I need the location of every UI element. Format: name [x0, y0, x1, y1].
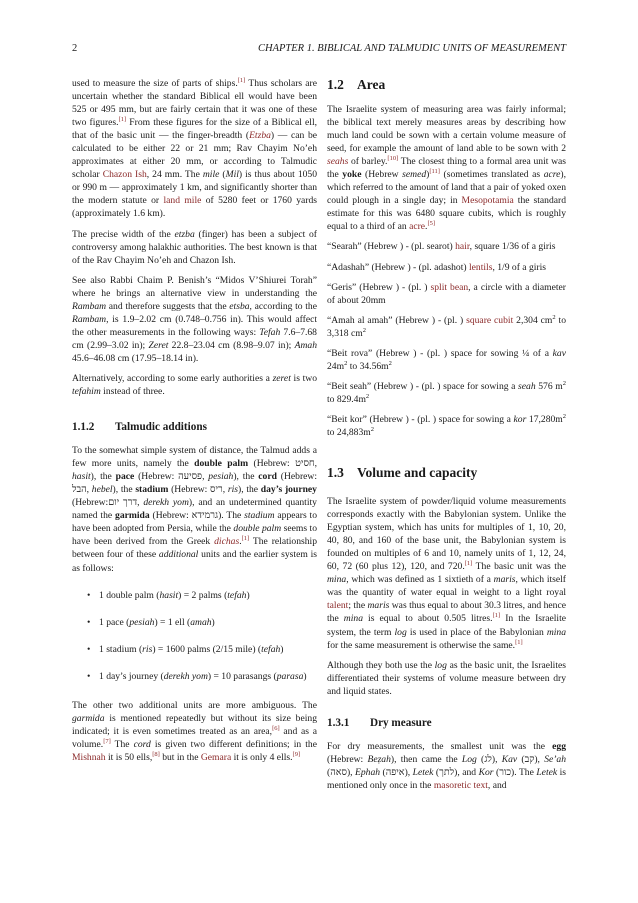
- citation[interactable]: [1]: [237, 76, 246, 84]
- area-unit-beit-rova: “Beit rova” (Hebrew ) - (pl. ) space for sowing ¼ of a kav $24m^2$ to $34.56m^2$: [327, 347, 566, 372]
- link-dichas[interactable]: dichas: [214, 536, 240, 548]
- citation[interactable]: [1]: [241, 535, 250, 543]
- citation[interactable]: [8]: [152, 750, 160, 758]
- citation[interactable]: [7]: [103, 737, 111, 745]
- link-gemara[interactable]: Gemara: [200, 751, 232, 763]
- paragraph-dry-units: For dry measurements, the smallest unit was the egg (Hebrew: Beẓah), then came the Log (לג), Kav (קב), Se’ah (סאה), Ephah (איפה), Letek (לתך), and Kor (כור). The Letek is mentioned only once in the masoretic text, and: [327, 740, 567, 791]
- link-split-bean[interactable]: split bean: [430, 281, 469, 293]
- subsection-heading-dry-measure: 1.3.1 Dry measure: [327, 716, 432, 729]
- paragraph-ambiguous-units: The other two additional units are more ambiguous. The garmida is mentioned repeatedly but without its size being indicated; it is even sometimes treated as an area,[6] and as a volume.[7] The cord is given two different definitions; in the Mishnah it is 50 ells,[8] but in the Gemara it is only 4 ells.[9]: [72, 699, 317, 763]
- area-unit-amah-al-amah: “Amah al amah” (Hebrew ) - (pl. ) square cubit 2,304 $cm^2$ to 3,318 $cm^2$: [327, 313, 566, 339]
- link-lentils[interactable]: lentils: [468, 261, 493, 273]
- paragraph-dry-liquid: Although they both use the log as the basic unit, the Israelites differentiated their systems of volume measure between dry and liquid states.: [327, 659, 566, 697]
- link-square-cubit[interactable]: square cubit: [466, 314, 514, 326]
- unit-relationships-list: [72, 589, 317, 683]
- area-unit-geris: “Geris” (Hebrew ) - (pl. ) split bean, a circle with a diameter of about 20mm: [327, 281, 566, 306]
- running-chapter-title: CHAPTER 1. BIBLICAL AND TALMUDIC UNITS OF MEASUREMENT: [257, 43, 566, 54]
- area-unit-searah: “Searah” (Hebrew ) - (pl. searot) hair, square 1/36 of a giris: [327, 241, 556, 253]
- link-masoretic-text[interactable]: masoretic text: [433, 779, 488, 791]
- right-column: [327, 77, 566, 799]
- link-etzba[interactable]: Etzba: [249, 130, 271, 142]
- paragraph-area-system: The Israelite system of measuring area was fairly informal; the biblical text merely measures areas by describing how much land could be sown with a certain volume measure of seed, for example the amount of land able to be sown with 2 seahs of barley.[10] The closest thing to a formal area unit was the yoke (Hebrew semed)[11] (sometimes translated as acre), which referred to the amount of land that a pair of yoked oxen could plough in a single day; in Mesopotamia the standard estimate for this was 6480 square cubits, which is roughly equal to a third of an acre.[5]: [327, 104, 567, 233]
- list-item: • 1 stadium (ris) = 1600 palms (2/15 mile) (tefah): [72, 643, 317, 656]
- citation[interactable]: [10]: [387, 155, 399, 162]
- list-item: • 1 pace (pesiah) = 1 ell (amah): [72, 616, 317, 629]
- link-chazon-ish[interactable]: Chazon Ish: [102, 169, 147, 181]
- link-talent[interactable]: talent: [327, 600, 349, 612]
- page-number: 2: [72, 43, 78, 54]
- left-column: [72, 77, 317, 771]
- paragraph-etzba-width: The precise width of the etzba (finger) has been a subject of controversy among halakhic authorities. The best known is that of the Rav Chayim No’eh and Chazon Ish.: [72, 228, 318, 266]
- citation[interactable]: [1]: [464, 560, 473, 568]
- citation[interactable]: [1]: [515, 638, 523, 646]
- citation[interactable]: [1]: [118, 115, 127, 123]
- citation[interactable]: [11]: [429, 168, 440, 176]
- citation[interactable]: [9]: [292, 750, 301, 758]
- area-unit-adashah: “Adashah” (Hebrew ) - (pl. adashot) lentils, 1/9 of a giris: [327, 261, 546, 273]
- link-land-mile[interactable]: land mile: [163, 195, 202, 207]
- paragraph-volume-system: The Israelite system of powder/liquid volume measurements corresponds exactly with the Babylonian system. Unlike the Egyptian system, which has units for multiples of 1, 10, 20, 40, 80, and 160 of the base unit, the Babylonian system is founded on multiples of 6 and 10, namely units of 1, 12, 24, 60, 72 (60 plus 12), 120, and 720.[1] The basic unit was the mina, which was defined as 1 sixtieth of a maris, which itself was the quantity of water equal in weight to a light royal talent; the maris was thus equal to about 30.3 litres, and hence the mina is equal to about 0.505 litres.[1] In the Israelite system, the term log is used in place of the Babylonian mina for the same measurement is otherwise the same.[1]: [327, 496, 567, 651]
- citation[interactable]: [5]: [427, 220, 436, 228]
- citation[interactable]: [6]: [272, 724, 280, 732]
- link-mishnah[interactable]: Mishnah: [72, 751, 106, 763]
- page-header: [72, 43, 566, 57]
- subsection-heading-talmudic-additions: 1.1.2 Talmudic additions: [72, 421, 207, 434]
- link-hair[interactable]: hair: [455, 241, 470, 253]
- area-unit-beit-kor: “Beit kor” (Hebrew ) - (pl. ) space for sowing a kor $17,280m^2$ to $24,883m^2$: [327, 412, 567, 438]
- section-heading-volume: 1.3 Volume and capacity: [327, 465, 478, 481]
- list-item: • 1 day’s journey (derekh yom) = 10 parasangs (parasa): [72, 670, 317, 683]
- link-mesopotamia[interactable]: Mesopotamia: [461, 195, 514, 207]
- paragraph-ship-measures: used to measure the size of parts of ships.[1] Thus scholars are uncertain whether the standard Biblical ell would have been 525 or 495 mm, but are fairly certain that it was one of these two figures.[1] From these figures for the size of a Biblical ell, that of the basic unit — the finger-breadth (Etzba) — can be calculated to be either 22 or 21 mm; Rav Chayim No’eh approximates at either 20 mm, or according to Talmudic scholar Chazon Ish, 24 mm. The mile (Mil) is thus about 1050 or 990 m — approximately 1 km, and significantly shorter than the modern statute or land mile of 5280 feet or 1760 yards (approximately 1.6 km).: [72, 76, 318, 220]
- section-heading-area: 1.2 Area: [327, 77, 386, 92]
- paragraph-benish-view: See also Rabbi Chaim P. Benish’s “Midos V’Shiurei Torah” where he brings an alternative view in understanding the Rambam and therefore suggests that the etsba, according to the Rambam, is 1.9–2.02 cm (0.748–0.756 in). This would affect the other measurements in the following ways: Tefah 7.6–7.68 cm (2.99–3.02 in); Zeret 22.8–23.04 cm (8.98–9.07 in); Amah 45.6–46.08 cm (17.95–18.14 in).: [72, 274, 318, 364]
- link-acre[interactable]: acre: [409, 221, 426, 233]
- link-seahs[interactable]: seahs: [327, 156, 349, 168]
- paragraph-zeret-alternative: Alternatively, according to some early authorities a zeret is two tefahim instead of three.: [72, 372, 317, 398]
- area-unit-beit-seah: “Beit seah” (Hebrew ) - (pl. ) space for sowing a seah 576 $m^2$ to $829.4m^2$: [327, 379, 566, 405]
- list-item: • 1 double palm (hasit) = 2 palms (tefah): [72, 589, 317, 602]
- paragraph-talmudic-units: To the somewhat simple system of distance, the Talmud adds a few more units, namely the double palm (Hebrew: חסיט, hasit), the pace (Hebrew: פסיעה, pesiah), the cord (Hebrew: הבל, hebel), the stadium (Hebrew: ריס, ris), the day’s journey (Hebrew:דרך יום, derekh yom), and an undetermined quantity named the garmida (Hebrew: גרמידא). The stadium appears to have been adopted from Persia, while the double palm seems to have been derived from the Greek dichas.[1] The relationship between four of these additional units and the earlier system is as follows:: [72, 445, 318, 574]
- citation[interactable]: [1]: [492, 612, 501, 620]
